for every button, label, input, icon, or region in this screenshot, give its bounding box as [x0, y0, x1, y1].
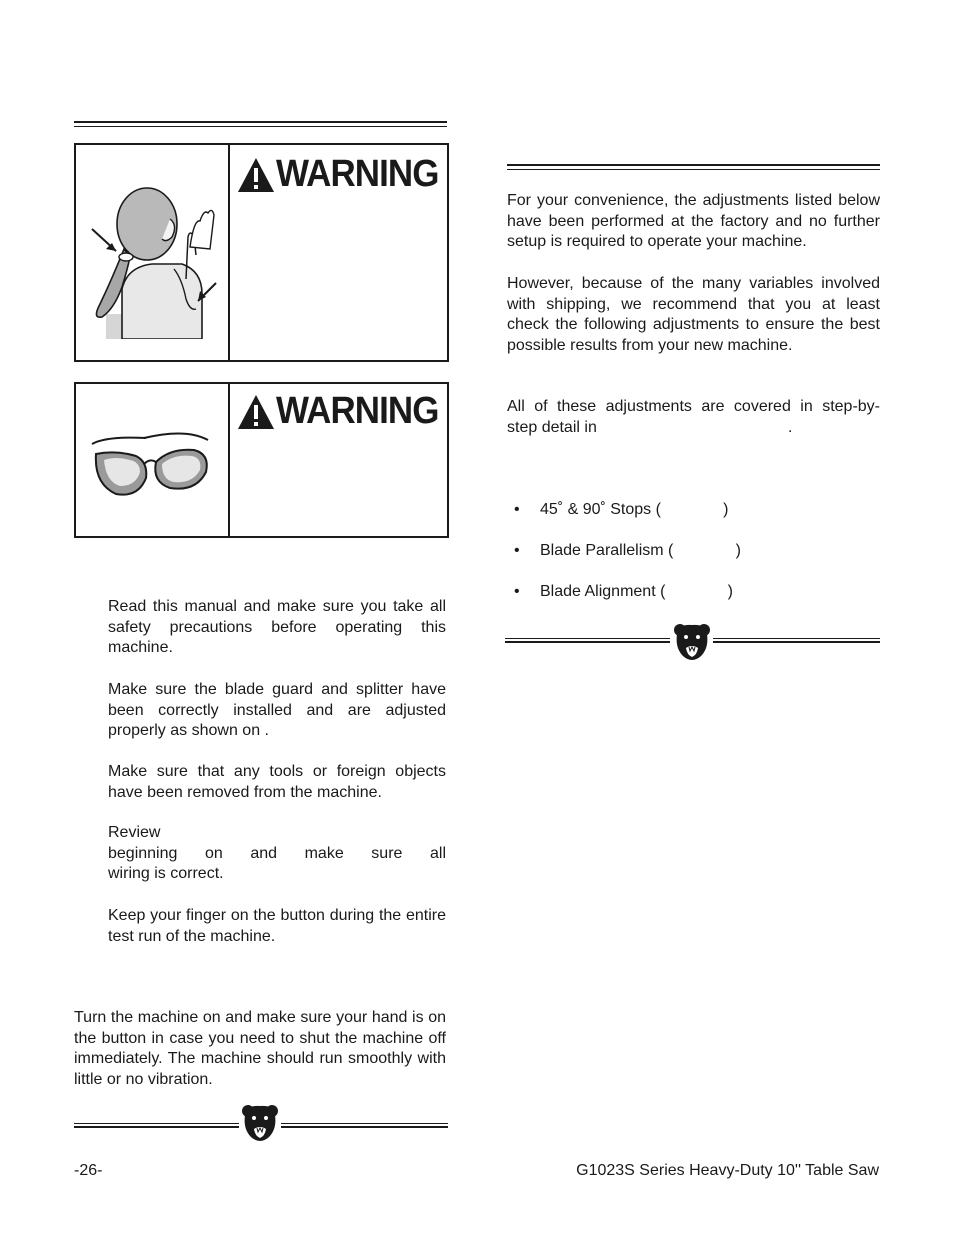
step-3: Make sure that any tools or foreign objects have been removed from the machine.: [108, 763, 446, 801]
step-4: [108, 823, 446, 885]
step-4-line-1: Review: [108, 824, 161, 841]
step-1: Read this manual and make sure you take all safety precautions before operating this machine.: [108, 598, 446, 656]
test-run-paragraph: Turn the machine on and make sure your hand is on the button in case you need to shut the machine off immediately. The machine should run smoothly with little or no vibration.: [74, 1009, 446, 1088]
bullet-text: Blade Parallelism ( ): [540, 542, 741, 559]
warning-heading: WARNING: [276, 153, 439, 195]
left-separator-line-right: [281, 1123, 448, 1128]
bullet-symbol: •: [514, 542, 520, 559]
bullet-symbol: •: [514, 583, 520, 600]
bear-head-icon: [241, 1103, 279, 1145]
bullet-symbol: •: [514, 501, 520, 518]
variables-paragraph: However, because of the many variables involved with shipping, we recommend that you at least check the following adjustments to ensure the best possible results from your new machine.: [507, 275, 880, 354]
step-4-line-2: beginning on and make sure all: [108, 844, 446, 862]
step-4-line-3: wiring is correct.: [108, 865, 224, 882]
right-separator-line-left: [505, 638, 670, 643]
step-2: Make sure the blade guard and splitter have been correctly installed and are adjusted properly as shown on .: [108, 681, 446, 739]
bullet-stops: [514, 501, 729, 519]
bullet-text: Blade Alignment ( ): [540, 583, 733, 600]
warning-triangle-icon: [236, 393, 276, 431]
adjustments-line-2: step detail in .: [507, 418, 793, 436]
bullet-alignment: [514, 583, 733, 601]
right-separator-line-right: [713, 638, 880, 643]
warning-heading: WARNING: [276, 390, 439, 432]
warning-box-hair: [74, 143, 449, 362]
left-separator-line-left: [74, 1123, 239, 1128]
long-hair-safety-illustration: [82, 159, 222, 339]
warning-box-eye-protection: [74, 382, 449, 538]
bear-head-icon: [673, 622, 711, 664]
convenience-paragraph: For your convenience, the adjustments listed below have been performed at the factory and no further setup is required to operate your machine.: [507, 192, 880, 250]
bullet-parallelism: [514, 542, 741, 560]
step-5: Keep your finger on the button during the entire test run of the machine.: [108, 907, 446, 945]
bullet-text: 45˚ & 90˚ Stops ( ): [540, 501, 729, 518]
safety-glasses-illustration: [86, 414, 216, 504]
adjustments-paragraph: [507, 397, 880, 438]
right-section-rule: [507, 164, 880, 170]
page-number: -26-: [74, 1162, 103, 1179]
document-title: G1023S Series Heavy-Duty 10'' Table Saw: [576, 1162, 879, 1179]
adjustments-line-1: All of these adjustments are covered in step-by-: [507, 398, 880, 415]
warning-triangle-icon: [236, 156, 276, 194]
left-section-rule: [74, 121, 447, 127]
